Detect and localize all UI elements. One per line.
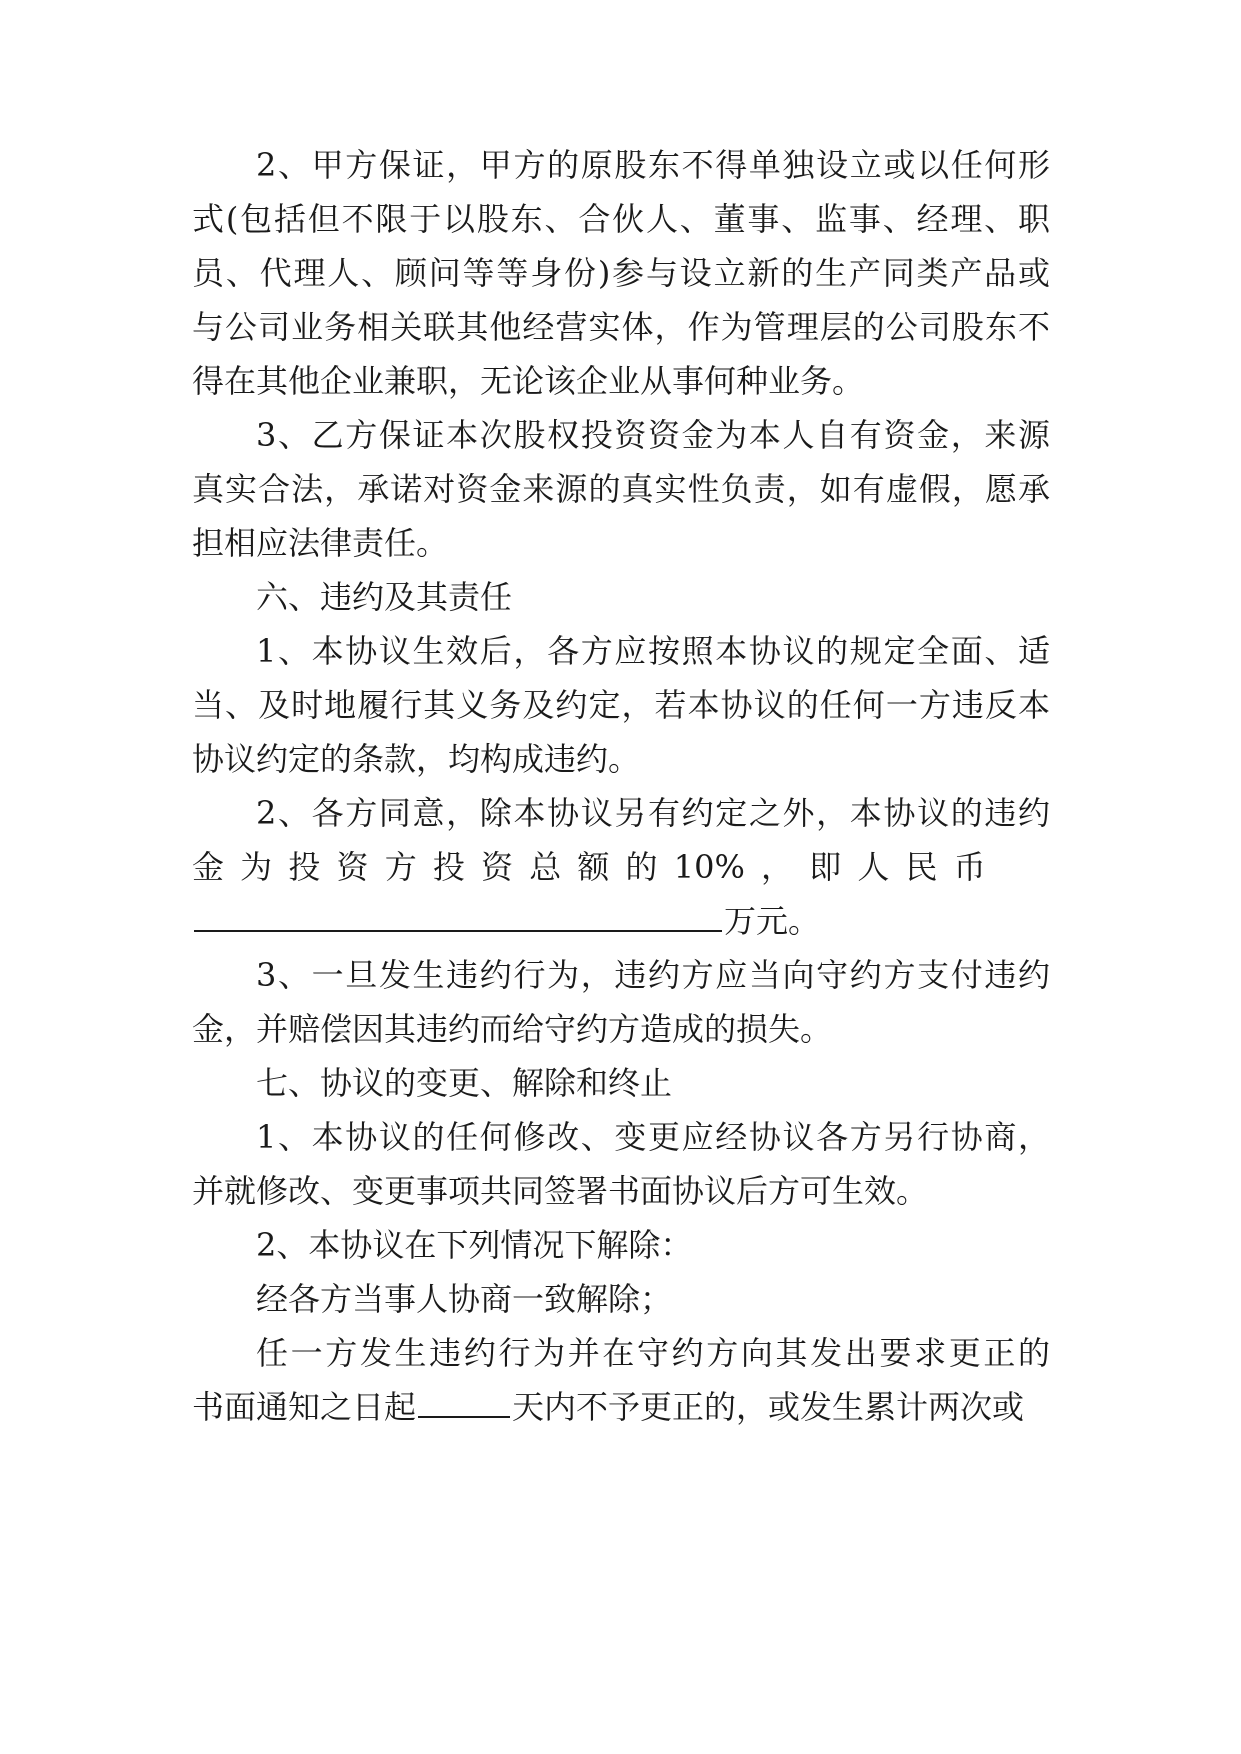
paragraph-line <box>192 1380 1050 1434</box>
paragraph-line: 担相应法律责任。 <box>192 524 449 562</box>
paragraph-line: 与公司业务相关联其他经营实体，作为管理层的公司股东不 <box>192 308 1050 346</box>
paragraph-line: 任一方发生违约行为并在守约方向其发出要求更正的 <box>256 1334 1050 1372</box>
fill-in-blank <box>418 1382 510 1418</box>
amount-unit-text: 万元。 <box>724 902 821 940</box>
paragraph-text: 书面通知之日起 <box>192 1388 417 1426</box>
paragraph-line <box>192 894 1050 948</box>
paragraph-line: 2、各方同意，除本协议另有约定之外，本协议的违约 <box>256 794 1050 832</box>
paragraph-line: 式(包括但不限于以股东、合伙人、董事、监事、经理、职 <box>192 200 1050 238</box>
paragraph-line: 经各方当事人协商一致解除； <box>256 1280 673 1318</box>
paragraph-line: 真实合法，承诺对资金来源的真实性负责，如有虚假，愿承 <box>192 470 1050 508</box>
section-heading: 七、协议的变更、解除和终止 <box>256 1064 673 1102</box>
paragraph-line: 并就修改、变更事项共同签署书面协议后方可生效。 <box>192 1172 929 1210</box>
paragraph-line: 协议约定的条款，均构成违约。 <box>192 740 641 778</box>
paragraph-line: 金，并赔偿因其违约而给守约方造成的损失。 <box>192 1010 833 1048</box>
paragraph-line: 金 为 投 资 方 投 资 总 额 的 10% ， 即 人 民 币 <box>192 848 986 886</box>
fill-in-blank <box>194 896 722 932</box>
paragraph-line: 1、本协议生效后，各方应按照本协议的规定全面、适 <box>256 632 1050 670</box>
paragraph-text: 天内不予更正的，或发生累计两次或 <box>512 1388 1025 1426</box>
paragraph-line: 2、本协议在下列情况下解除： <box>256 1226 693 1264</box>
paragraph-line: 当、及时地履行其义务及约定，若本协议的任何一方违反本 <box>192 686 1050 724</box>
paragraph-line: 得在其他企业兼职，无论该企业从事何种业务。 <box>192 362 865 400</box>
paragraph-line: 3、一旦发生违约行为，违约方应当向守约方支付违约 <box>256 956 1050 994</box>
paragraph-line: 1、本协议的任何修改、变更应经协议各方另行协商， <box>256 1118 1050 1156</box>
section-heading: 六、违约及其责任 <box>256 578 513 616</box>
paragraph-line: 员、代理人、顾问等等身份)参与设立新的生产同类产品或 <box>192 254 1050 292</box>
paragraph-line: 3、乙方保证本次股权投资资金为本人自有资金，来源 <box>256 416 1050 454</box>
paragraph-line: 2、甲方保证，甲方的原股东不得单独设立或以任何形 <box>256 146 1050 184</box>
